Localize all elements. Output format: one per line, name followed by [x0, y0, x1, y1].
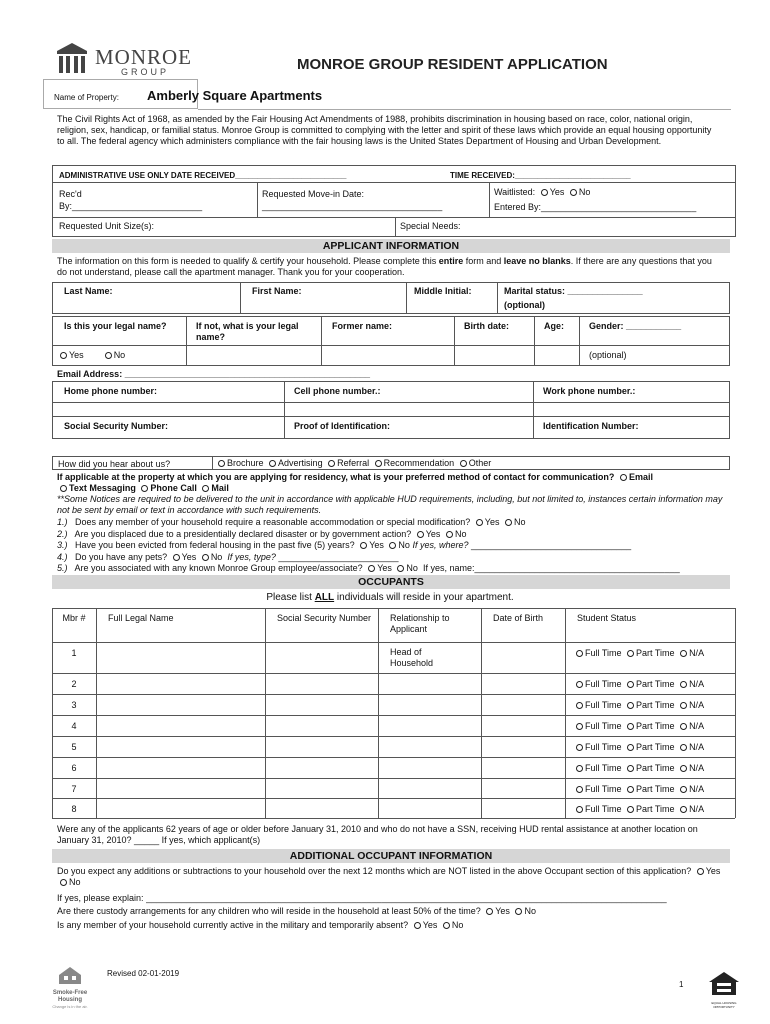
- radio-icon[interactable]: [368, 565, 375, 572]
- radio-icon[interactable]: [680, 806, 687, 813]
- radio-icon[interactable]: [627, 765, 634, 772]
- smoke-free-logo: [50, 965, 90, 1010]
- marital-status-label[interactable]: Marital status: _______________: [504, 286, 643, 296]
- member-number: 5: [71, 742, 77, 752]
- student-status-options[interactable]: Full Time Part Time N/A: [573, 721, 704, 732]
- additional-q2[interactable]: Are there custody arrangements for any children who will reside in the household at least 50% of the time? Yes No: [57, 906, 536, 916]
- middle-initial-label[interactable]: Middle Initial:: [414, 286, 472, 296]
- radio-icon[interactable]: [680, 702, 687, 709]
- id-number-label[interactable]: Identification Number:: [543, 421, 639, 431]
- question-item[interactable]: 4.) Do you have any pets? Yes No If yes, type? ________________________: [57, 551, 399, 562]
- radio-icon[interactable]: [576, 765, 583, 772]
- gender-label[interactable]: Gender: ___________: [589, 321, 682, 331]
- radio-icon[interactable]: [486, 908, 493, 915]
- radio-icon[interactable]: [576, 744, 583, 751]
- radio-icon[interactable]: [680, 765, 687, 772]
- occupants-instructions: Please list ALL individuals will reside in your apartment.: [266, 592, 514, 603]
- recd-label: Rec'd: [59, 189, 82, 199]
- special-needs-label: Special Needs:: [400, 221, 461, 231]
- radio-icon[interactable]: [202, 554, 209, 561]
- radio-icon[interactable]: [60, 879, 67, 886]
- radio-icon[interactable]: [446, 531, 453, 538]
- radio-icon[interactable]: [417, 531, 424, 538]
- column-header: Relationship to Applicant: [390, 613, 450, 634]
- page-number: 1: [679, 980, 684, 989]
- cell-phone-label[interactable]: Cell phone number.:: [294, 386, 381, 396]
- logo-sub: GROUP: [121, 67, 170, 77]
- monroe-logo: [55, 41, 205, 77]
- fair-housing-notice: The Civil Rights Act of 1968, as amended by the Fair Housing Act Amendments of 1988, prohibits discrimination in housing based on race, color, national origin, religion, sex, handicap, or familial status. Monroe Group is committed to complying with the letter and spirit of these laws which provide an equal housing opportunity to all. The federal agency which administers compliance with the fair housing laws is the United States Department of Housing and Urban Development.: [57, 114, 712, 146]
- radio-icon[interactable]: [141, 485, 148, 492]
- email-field[interactable]: Email Address: _________________________________________________: [57, 369, 370, 379]
- member-number: 2: [71, 679, 77, 689]
- admin-time-label: TIME RECEIVED:__________________________: [450, 171, 631, 180]
- radio-icon[interactable]: [60, 352, 67, 359]
- waitlisted-field[interactable]: Waitlisted: Yes No: [494, 187, 591, 197]
- former-name-label[interactable]: Former name:: [332, 321, 393, 331]
- radio-icon[interactable]: [576, 702, 583, 709]
- equal-housing-icon: [707, 970, 741, 996]
- hear-about-options[interactable]: Brochure Advertising Referral Recommendation Other: [215, 458, 491, 469]
- eho-text: EQUAL HOUSING OPPORTUNITY: [711, 1001, 737, 1009]
- radio-icon[interactable]: [375, 460, 382, 467]
- radio-icon[interactable]: [627, 723, 634, 730]
- radio-icon[interactable]: [460, 460, 467, 467]
- member-number: 8: [71, 804, 77, 814]
- radio-icon[interactable]: [173, 554, 180, 561]
- question-item[interactable]: 3.) Have you been evicted from federal housing in the past five (5) years? Yes No If yes, where? ________________________________: [57, 540, 632, 550]
- question-item[interactable]: 2.) Are you displaced due to a presidentially declared disaster or by government action? Yes No: [57, 528, 467, 539]
- entered-by-field[interactable]: Entered By:_______________________________: [494, 202, 697, 212]
- ssn-label[interactable]: Social Security Number:: [64, 421, 169, 431]
- last-name-label[interactable]: Last Name:: [64, 286, 113, 296]
- proof-id-label[interactable]: Proof of Identification:: [294, 421, 390, 431]
- occupants-heading: OCCUPANTS: [52, 575, 730, 589]
- radio-icon[interactable]: [541, 189, 548, 196]
- radio-icon[interactable]: [576, 806, 583, 813]
- radio-icon[interactable]: [576, 650, 583, 657]
- member-number: 1: [71, 648, 77, 658]
- radio-icon[interactable]: [389, 542, 396, 549]
- radio-icon[interactable]: [570, 189, 577, 196]
- unit-size-label: Requested Unit Size(s):: [59, 221, 155, 231]
- radio-icon[interactable]: [680, 681, 687, 688]
- student-status-options[interactable]: Full Time Part Time N/A: [573, 742, 704, 753]
- radio-icon[interactable]: [697, 868, 704, 875]
- logo-word: MONROE: [95, 45, 193, 69]
- radio-icon[interactable]: [627, 702, 634, 709]
- radio-icon[interactable]: [620, 474, 627, 481]
- birth-date-label[interactable]: Birth date:: [464, 321, 509, 331]
- column-header: Social Security Number: [277, 613, 372, 623]
- member-number: 4: [71, 721, 77, 731]
- housing-text: Housing: [58, 997, 82, 1003]
- radio-icon[interactable]: [680, 744, 687, 751]
- applicant-instructions: The information on this form is needed to qualify & certify your household. Please complete this entire form and leave no blanks. If there are any questions that you do not understand, please call the apartment manager. Thank you for your cooperation.: [57, 256, 712, 277]
- radio-icon[interactable]: [627, 744, 634, 751]
- radio-icon[interactable]: [360, 542, 367, 549]
- questions-list: [57, 517, 732, 575]
- column-header: Date of Birth: [493, 613, 544, 623]
- smoke-free-house-icon: [56, 965, 84, 985]
- age-62-question[interactable]: Were any of the applicants 62 years of age or older before January 31, 2010 and who do not have a SSN, receiving HUD rental assistance at another location on January 31, 2010? _____ If yes, which applicant(s): [57, 824, 698, 845]
- legal-name-radios[interactable]: Yes No: [57, 350, 125, 361]
- radio-icon[interactable]: [576, 723, 583, 730]
- radio-icon[interactable]: [627, 650, 634, 657]
- radio-icon[interactable]: [680, 650, 687, 657]
- radio-icon[interactable]: [680, 786, 687, 793]
- column-header: Full Legal Name: [108, 613, 174, 623]
- work-phone-label[interactable]: Work phone number.:: [543, 386, 636, 396]
- radio-icon[interactable]: [515, 908, 522, 915]
- radio-icon[interactable]: [328, 460, 335, 467]
- marital-optional: (optional): [504, 300, 545, 310]
- contact-method-q[interactable]: If applicable at the property at which you are applying for residency, what is your preferred method of contact for communication? Email Text Messaging Phone Call Mail: [57, 472, 653, 493]
- recd-by-label: By:__________________________: [59, 201, 203, 211]
- radio-icon[interactable]: [269, 460, 276, 467]
- admin-date-label: ADMINISTRATIVE USE ONLY DATE RECEIVED_________________________: [59, 171, 347, 180]
- column-header: Student Status: [577, 613, 637, 623]
- radio-icon[interactable]: [627, 786, 634, 793]
- legal-name-q: Is this your legal name?: [64, 321, 167, 331]
- first-name-label[interactable]: First Name:: [252, 286, 302, 296]
- hud-notice: **Some Notices are required to be delivered to the unit in accordance with applicable HUD requirements, including, but not limited to, instances certain information may not be sent by email or text in accordance with such requirements.: [57, 494, 723, 515]
- member-number: 3: [71, 700, 77, 710]
- radio-icon[interactable]: [397, 565, 404, 572]
- student-status-options[interactable]: Full Time Part Time N/A: [573, 679, 704, 690]
- relationship-value: Head of Household: [390, 647, 434, 668]
- smoke-free-text: Smoke-Free: [52, 990, 88, 996]
- radio-icon[interactable]: [443, 922, 450, 929]
- monroe-building-icon: [55, 41, 89, 75]
- column-header: Mbr #: [62, 613, 86, 623]
- hear-about-q: How did you hear about us?: [58, 459, 171, 469]
- home-phone-label[interactable]: Home phone number:: [64, 386, 158, 396]
- applicant-heading: APPLICANT INFORMATION: [52, 239, 730, 253]
- property-name[interactable]: Amberly Square Apartments: [147, 88, 323, 103]
- additional-q3[interactable]: Is any member of your household currently active in the military and temporarily absent? Yes No: [57, 920, 464, 930]
- radio-icon[interactable]: [680, 723, 687, 730]
- student-status-options[interactable]: Full Time Part Time N/A: [573, 700, 704, 711]
- member-number: 7: [71, 784, 77, 794]
- radio-icon[interactable]: [627, 806, 634, 813]
- student-status-options[interactable]: Full Time Part Time N/A: [573, 804, 704, 815]
- radio-icon[interactable]: [576, 681, 583, 688]
- student-status-options[interactable]: Full Time Part Time N/A: [573, 784, 704, 795]
- question-item[interactable]: 5.) Are you associated with any known Monroe Group employee/associate? Yes No If yes, name:_________________________________________: [57, 563, 680, 573]
- radio-icon[interactable]: [505, 519, 512, 526]
- student-status-options[interactable]: Full Time Part Time N/A: [573, 648, 704, 659]
- property-label: Name of Property:: [54, 93, 119, 102]
- equal-housing-logo: [704, 970, 744, 1009]
- question-item[interactable]: 1.) Does any member of your household require a reasonable accommodation or special modification? Yes No: [57, 517, 526, 527]
- radio-icon[interactable]: [218, 460, 225, 467]
- if-not-legal-name: If not, what is your legal name?: [196, 321, 299, 342]
- gender-optional: (optional): [589, 350, 627, 360]
- member-number: 6: [71, 763, 77, 773]
- radio-icon[interactable]: [576, 786, 583, 793]
- additional-explain[interactable]: If yes, please explain: ________________________________________________________________________________________________________: [57, 893, 667, 903]
- revised-date: Revised 02-01-2019: [107, 969, 180, 978]
- radio-icon[interactable]: [476, 519, 483, 526]
- tagline-text: Change is in the air.: [52, 1004, 88, 1009]
- additional-q1[interactable]: Do you expect any additions or subtractions to your household over the next 12 months which are NOT listed in the above Occupant section of this application? Yes No: [57, 866, 721, 887]
- radio-icon[interactable]: [627, 681, 634, 688]
- radio-icon[interactable]: [202, 485, 209, 492]
- move-in-label: Requested Move-in Date:: [262, 189, 365, 199]
- radio-icon[interactable]: [60, 485, 67, 492]
- additional-heading: ADDITIONAL OCCUPANT INFORMATION: [52, 849, 730, 863]
- age-label[interactable]: Age:: [544, 321, 564, 331]
- page-title: MONROE GROUP RESIDENT APPLICATION: [297, 56, 608, 73]
- radio-icon[interactable]: [414, 922, 421, 929]
- radio-icon[interactable]: [105, 352, 112, 359]
- student-status-options[interactable]: Full Time Part Time N/A: [573, 763, 704, 774]
